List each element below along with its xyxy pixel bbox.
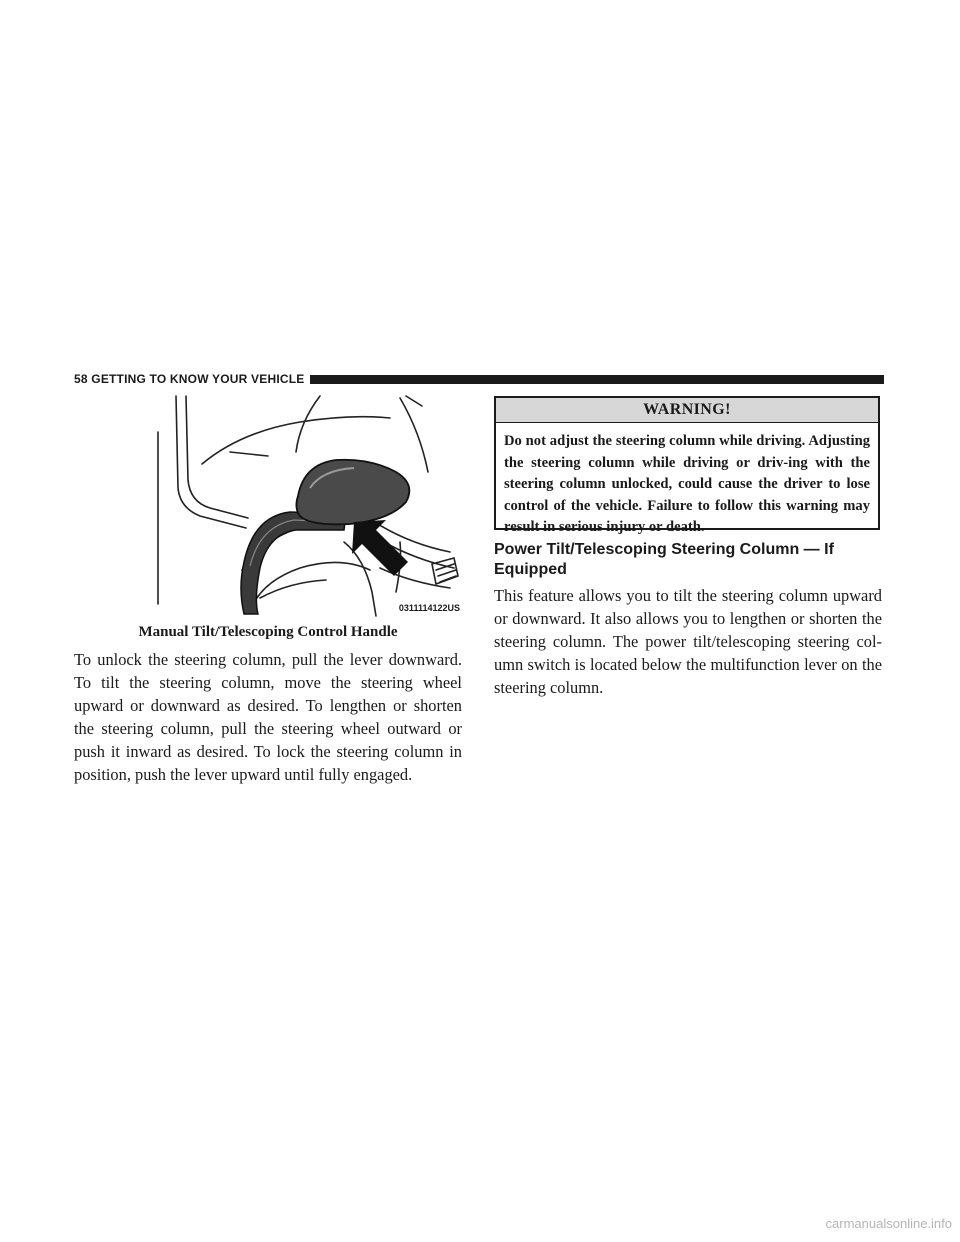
figure-caption: Manual Tilt/Telescoping Control Handle [138, 624, 398, 640]
header-rule [310, 375, 884, 384]
warning-title: WARNING! [496, 398, 878, 423]
steering-handle-illustration [150, 392, 466, 620]
warning-text: Do not adjust the steering column while driving. Adjusting the steering column while driving or driv-ing with the steering column unlocked, could cause the driver to lose control of the vehicle. Failure to follow this warning may result in serious injury or death. [504, 433, 870, 535]
manual-adjust-paragraph: To unlock the steering column, pull the lever downward. To tilt the steering column, move the steering wheel upward or downward as desired. To lengthen or shorten the steering column, pull the steering wheel outward or push it inward as desired. To lock the steering column in position, push the lever upward until fully engaged. [74, 650, 462, 784]
watermark: carmanualsonline.info [825, 1216, 952, 1231]
page-header [74, 370, 884, 388]
section-heading: Power Tilt/Telescoping Steering Column — If Equipped [494, 541, 834, 578]
figure-id: 0311114122US [398, 603, 460, 613]
steering-column-drawing [150, 392, 466, 620]
warning-box [494, 396, 880, 535]
power-tilt-paragraph: This feature allows you to tilt the steering column upward or downward. It also allows you to lengthen or shorten the steering column. The power tilt/telescoping steering col-umn switch is located below the multifunction lever on the steering column. [494, 586, 882, 697]
page-number-section-title: 58 GETTING TO KNOW YOUR VEHICLE [74, 372, 305, 386]
